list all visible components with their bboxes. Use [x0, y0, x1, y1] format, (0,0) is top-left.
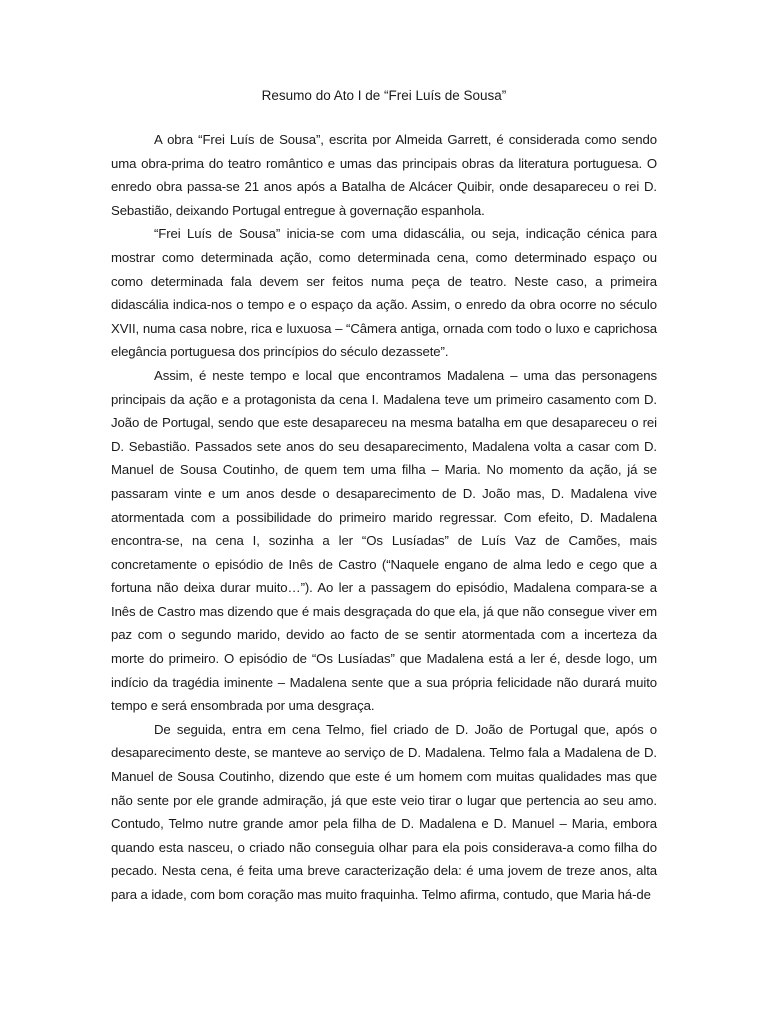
document-body [111, 128, 657, 907]
paragraph: Assim, é neste tempo e local que encontramos Madalena – uma das personagens principais da ação e a protagonista da cena I. Madalena teve um primeiro casamento com D. João de Portugal, sendo que este desapareceu na mesma batalha em que desapareceu o rei D. Sebastião. Passados sete anos do seu desaparecimento, Madalena volta a casar com D. Manuel de Sousa Coutinho, de quem tem uma filha – Maria. No momento da ação, já se passaram vinte e um anos desde o desaparecimento de D. João mas, D. Madalena vive atormentada com a possibilidade do primeiro marido regressar. Com efeito, D. Madalena encontra-se, na cena I, sozinha a ler “Os Lusíadas” de Luís Vaz de Camões, mais concretamente o episódio de Inês de Castro (“Naquele engano de alma ledo e cego que a fortuna não deixa durar muito…”). Ao ler a passagem do episódio, Madalena compara-se a Inês de Castro mas dizendo que é mais desgraçada do que ela, já que não consegue viver em paz com o segundo marido, devido ao facto de se sentir atormentada com a incerteza da morte do primeiro. O episódio de “Os Lusíadas” que Madalena está a ler é, desde logo, um indício da tragédia iminente – Madalena sente que a sua própria felicidade não durará muito tempo e será ensombrada por uma desgraça. [111, 367, 657, 714]
document-title: Resumo do Ato I de “Frei Luís de Sousa” [261, 88, 507, 103]
paragraph: A obra “Frei Luís de Sousa”, escrita por Almeida Garrett, é considerada como sendo uma obra-prima do teatro romântico e umas das principais obras da literatura portuguesa. O enredo obra passa-se 21 anos após a Batalha de Alcácer Quibir, onde desapareceu o rei D. Sebastião, deixando Portugal entregue à governação espanhola. [111, 132, 657, 218]
paragraph: “Frei Luís de Sousa” inicia-se com uma didascália, ou seja, indicação cénica para mostrar como determinada ação, como determinada cena, como determinado espaço ou como determinada fala devem ser feitos numa peça de teatro. Neste caso, a primeira didascália indica-nos o tempo e o espaço da ação. Assim, o enredo da obra ocorre no século XVII, numa casa nobre, rica e luxuosa – “Câmera antiga, ornada com todo o luxo e caprichosa elegância portuguesa dos princípios do século dezassete”. [111, 226, 657, 360]
paragraph: De seguida, entra em cena Telmo, fiel criado de D. João de Portugal que, após o desaparecimento deste, se manteve ao serviço de D. Madalena. Telmo fala a Madalena de D. Manuel de Sousa Coutinho, dizendo que este é um homem com muitas qualidades mas que não sente por ele grande admiração, já que este veio tirar o lugar que pertencia ao seu amo. Contudo, Telmo nutre grande amor pela filha de D. Madalena e D. Manuel – Maria, embora quando esta nasceu, o criado não conseguia olhar para ela pois considerava-a como filha do pecado. Nesta cena, é feita uma breve caracterização dela: é uma jovem de treze anos, alta para a idade, com bom coração mas muito fraquinha. Telmo afirma, contudo, que Maria há-de [111, 721, 657, 902]
